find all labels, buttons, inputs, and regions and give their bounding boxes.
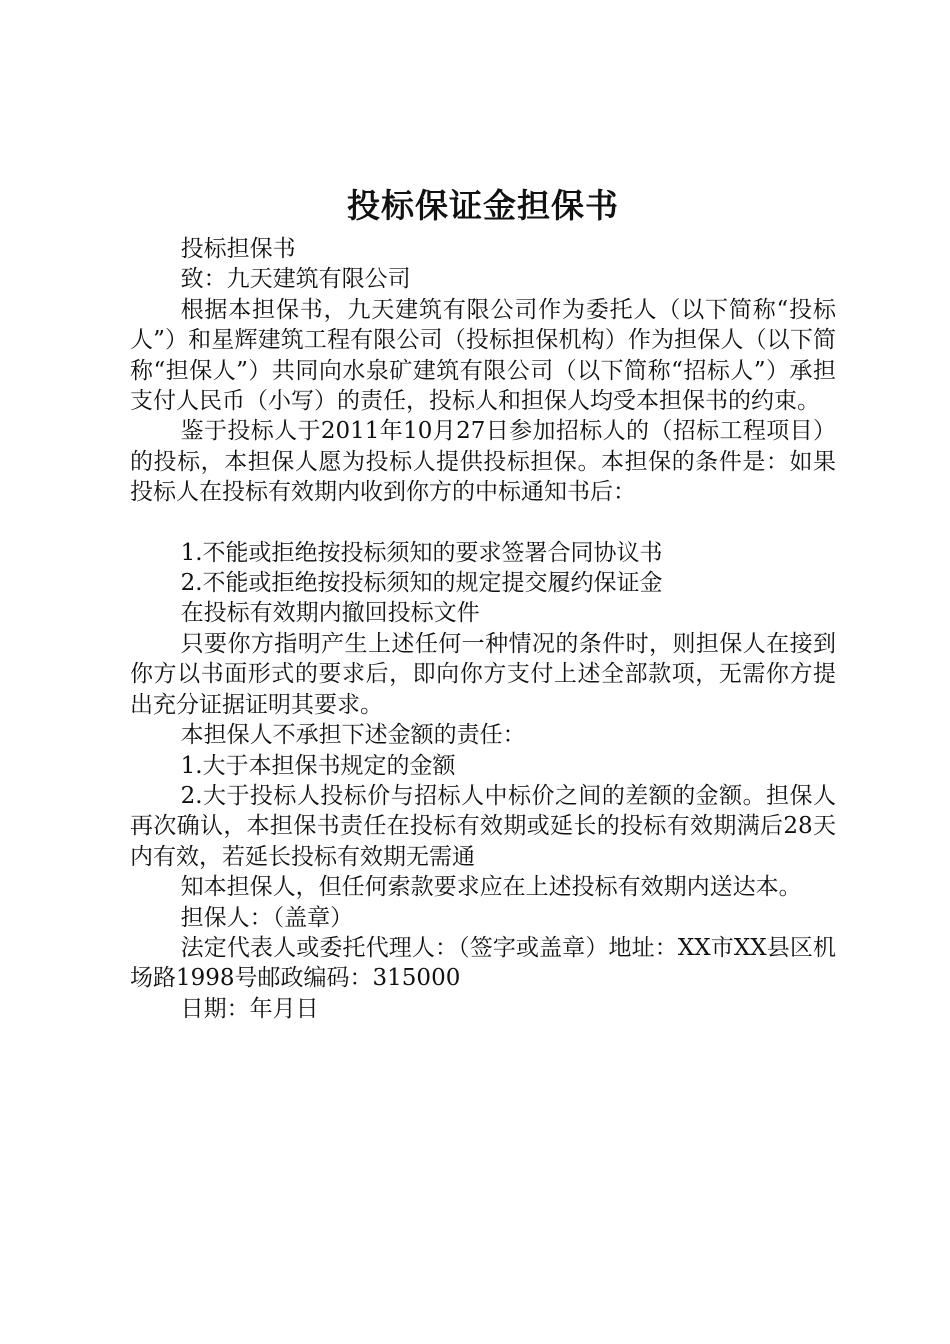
condition-item-3: 在投标有效期内撤回投标文件: [180, 600, 480, 627]
notice-paragraph: 知本担保人，但任何索款要求应在上述投标有效期内送达本。: [180, 874, 802, 901]
exclusion-item-2: 2.大于投标人投标价与招标人中标价之间的差额的金额。担保人再次确认，本担保书责任在投标有效期或延长的投标有效期满后28天内有效，若延长投标有效期无需通: [130, 782, 836, 870]
subtitle-paragraph: 投标担保书: [180, 236, 296, 262]
intro-paragraph: 根据本担保书，九天建筑有限公司作为委托人（以下简称“投标人”）和星辉建筑工程有限公司（投标担保机构）作为担保人（以下简称“担保人”）共同向水泉矿建筑有限公司（以下简称“招标人”）承担支付人民币（小写）的责任，投标人和担保人均受本担保书的约束。: [130, 296, 836, 415]
exclusion-item-1: 1.大于本担保书规定的金额: [180, 752, 456, 779]
condition-item-1: 1.不能或拒绝按投标须知的要求签署合同协议书: [180, 539, 663, 566]
addressee-paragraph: 致：九天建筑有限公司: [180, 266, 411, 293]
condition-item-2: 2.不能或拒绝按投标须知的规定提交履约保证金: [180, 570, 663, 597]
guarantor-seal-line: 担保人：（盖章）: [180, 904, 354, 931]
representative-address-line: 法定代表人或委托代理人：（签字或盖章）地址：XX市XX县区机场路1998号邮政编码：315000: [130, 934, 836, 992]
document-title: 投标保证金担保书: [347, 186, 619, 225]
payment-paragraph: 只要你方指明产生上述任何一种情况的条件时，则担保人在接到你方以书面形式的要求后，即向你方支付上述全部款项，无需你方提出充分证据证明其要求。: [130, 630, 836, 718]
exclusion-heading: 本担保人不承担下述金额的责任：: [180, 722, 526, 749]
blank-line: [130, 508, 836, 538]
document-page: [130, 178, 836, 1024]
date-line: 日期：年月日: [180, 995, 319, 1022]
conditions-paragraph: 鉴于投标人于2011年10月27日参加招标人的（招标工程项目）的投标，本担保人愿为投标人提供投标担保。本担保的条件是：如果投标人在投标有效期内收到你方的中标通知书后：: [130, 418, 836, 506]
